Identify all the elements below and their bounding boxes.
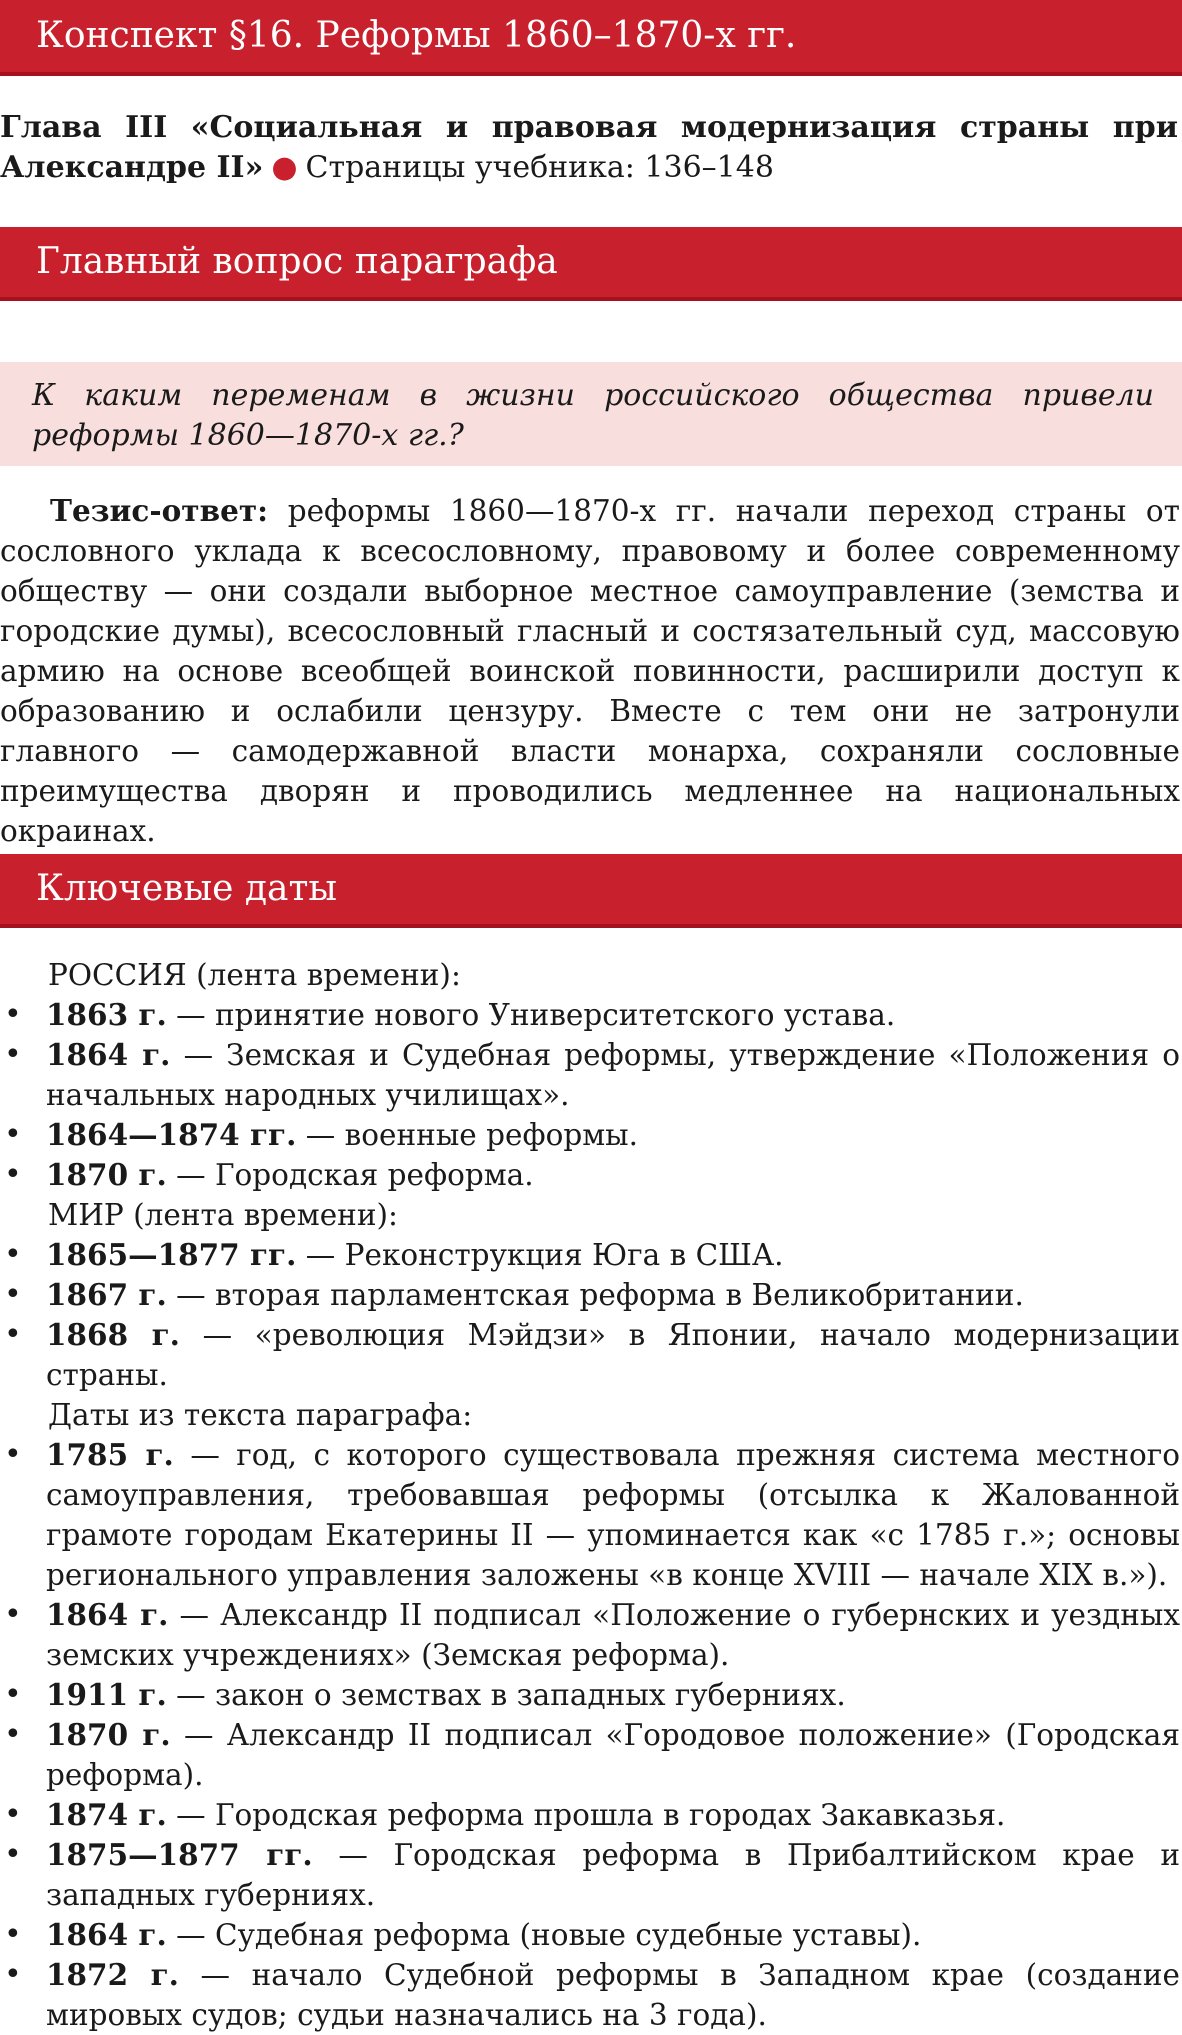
date-list-item	[0, 1835, 1180, 1915]
date-description: — Земская и Судебная реформы, утверждение «Положения о начальных народных училищах».	[46, 1038, 1180, 1112]
date-group-heading: РОССИЯ (лента времени):	[48, 958, 461, 992]
date-list-item	[0, 1035, 1180, 1115]
date-list-item	[0, 1675, 1180, 1715]
date-list-item	[0, 1915, 1180, 1955]
date-year: 1864 г.	[46, 1597, 169, 1632]
date-list-item	[0, 1155, 1180, 1195]
date-description: — Александр II подписал «Положение о губернских и уездных земских учреждениях» (Земская реформа).	[46, 1598, 1180, 1672]
date-year: 1864 г.	[46, 1917, 167, 1952]
bullet-icon: •	[4, 1837, 22, 1872]
textbook-pages: Страницы учебника: 136–148	[305, 150, 774, 185]
date-list-item	[0, 1275, 1180, 1315]
page-title-band	[0, 0, 1182, 76]
date-description: — Городская реформа.	[176, 1158, 534, 1192]
date-description: — «революция Мэйдзи» в Японии, начало модернизации страны.	[46, 1318, 1180, 1392]
bullet-icon: •	[4, 1597, 22, 1632]
date-year: 1870 г.	[46, 1157, 167, 1192]
date-year: 1872 г.	[46, 1957, 179, 1992]
bullet-icon: •	[4, 1957, 22, 1992]
date-description: — вторая парламентская реформа в Великобритании.	[176, 1278, 1024, 1312]
thesis-answer	[0, 491, 1180, 851]
chapter-info	[0, 108, 1178, 188]
date-year: 1875—1877 гг.	[46, 1837, 313, 1872]
date-description: — год, с которого существовала прежняя система местного самоуправления, требовавшая реформы (отсылка к Жалованной грамоте городам Екатерины II — упоминается как «с 1785 г.»; основы регионального управления заложены «в конце XVIII — начале XIX в.»).	[46, 1438, 1180, 1592]
bullet-icon: •	[4, 1677, 22, 1712]
date-list-item	[0, 1955, 1180, 2035]
date-list-item	[0, 1435, 1180, 1595]
section-title: Ключевые даты	[36, 868, 338, 909]
section-header-dates	[0, 854, 1182, 928]
date-group-heading: Даты из текста параграфа:	[48, 1398, 473, 1432]
section-title: Главный вопрос параграфа	[36, 241, 558, 282]
date-list-item	[0, 1115, 1180, 1155]
bullet-icon: •	[4, 1437, 22, 1472]
date-year: 1865—1877 гг.	[46, 1237, 297, 1272]
date-description: — начало Судебной реформы в Западном крае (создание мировых судов; судьи назначались на 3 года).	[46, 1958, 1180, 2032]
date-list-item	[0, 995, 1180, 1035]
thesis-text: реформы 1860—1870-х гг. начали переход страны от сословного уклада к всесословному, правовому и более современному обществу — они создали выборное местное самоуправление (земства и городские думы), всесословный гласный и состязательный суд, массовую армию на основе всеобщей воинской повинности, расширили доступ к образованию и ослабили цензуру. Вместе с тем они не затронули главного — самодержавной власти монарха, сохраняли сословные преимущества дворян и проводились медленнее на национальных окраинах.	[0, 494, 1180, 848]
main-question: К каким переменам в жизни российского общества привели реформы 1860—1870-х гг.?	[32, 378, 1154, 453]
bullet-icon: •	[4, 1717, 22, 1752]
date-description: — закон о земствах в западных губерниях.	[176, 1678, 846, 1712]
bullet-icon: •	[4, 997, 22, 1032]
date-year: 1911 г.	[46, 1677, 167, 1712]
bullet-icon: •	[4, 1237, 22, 1272]
bullet-icon: •	[4, 1117, 22, 1152]
date-year: 1867 г.	[46, 1277, 167, 1312]
bullet-icon: •	[4, 1277, 22, 1312]
date-year: 1874 г.	[46, 1797, 167, 1832]
chapter-name: Глава III «Социальная и правовая модернизация страны при Александре II»	[0, 110, 1178, 185]
date-list-item	[0, 1315, 1180, 1395]
date-description: — Судебная реформа (новые судебные уставы).	[176, 1918, 922, 1952]
date-year: 1868 г.	[46, 1317, 180, 1352]
date-list-item	[0, 1235, 1180, 1275]
thesis-label: Тезис-ответ:	[50, 493, 269, 528]
main-question-box	[0, 362, 1182, 466]
key-dates-list	[0, 955, 1180, 2035]
bullet-icon: •	[4, 1917, 22, 1952]
bullet-icon: •	[4, 1797, 22, 1832]
date-year: 1864—1874 гг.	[46, 1117, 297, 1152]
date-description: — военные реформы.	[305, 1118, 639, 1152]
bullet-icon: •	[4, 1037, 22, 1072]
date-year: 1785 г.	[46, 1437, 174, 1472]
separator-dot-icon: ●	[271, 150, 298, 185]
date-list-item	[0, 1795, 1180, 1835]
date-year: 1864 г.	[46, 1037, 171, 1072]
bullet-icon: •	[4, 1157, 22, 1192]
date-description: — Городская реформа в Прибалтийском крае и западных губерниях.	[46, 1838, 1180, 1912]
date-description: — принятие нового Университетского устава.	[176, 998, 896, 1032]
date-description: — Реконструкция Юга в США.	[305, 1238, 784, 1272]
bullet-icon: •	[4, 1317, 22, 1352]
date-list-item	[0, 1715, 1180, 1795]
date-group-heading: МИР (лента времени):	[48, 1198, 398, 1232]
date-list-item	[0, 1595, 1180, 1675]
date-year: 1863 г.	[46, 997, 167, 1032]
page-title: Конспект §16. Реформы 1860–1870-х гг.	[36, 15, 797, 56]
date-year: 1870 г.	[46, 1717, 171, 1752]
section-header-question	[0, 227, 1182, 301]
date-description: — Александр II подписал «Городовое положение» (Городская реформа).	[46, 1718, 1180, 1792]
date-description: — Городская реформа прошла в городах Закавказья.	[176, 1798, 1006, 1832]
